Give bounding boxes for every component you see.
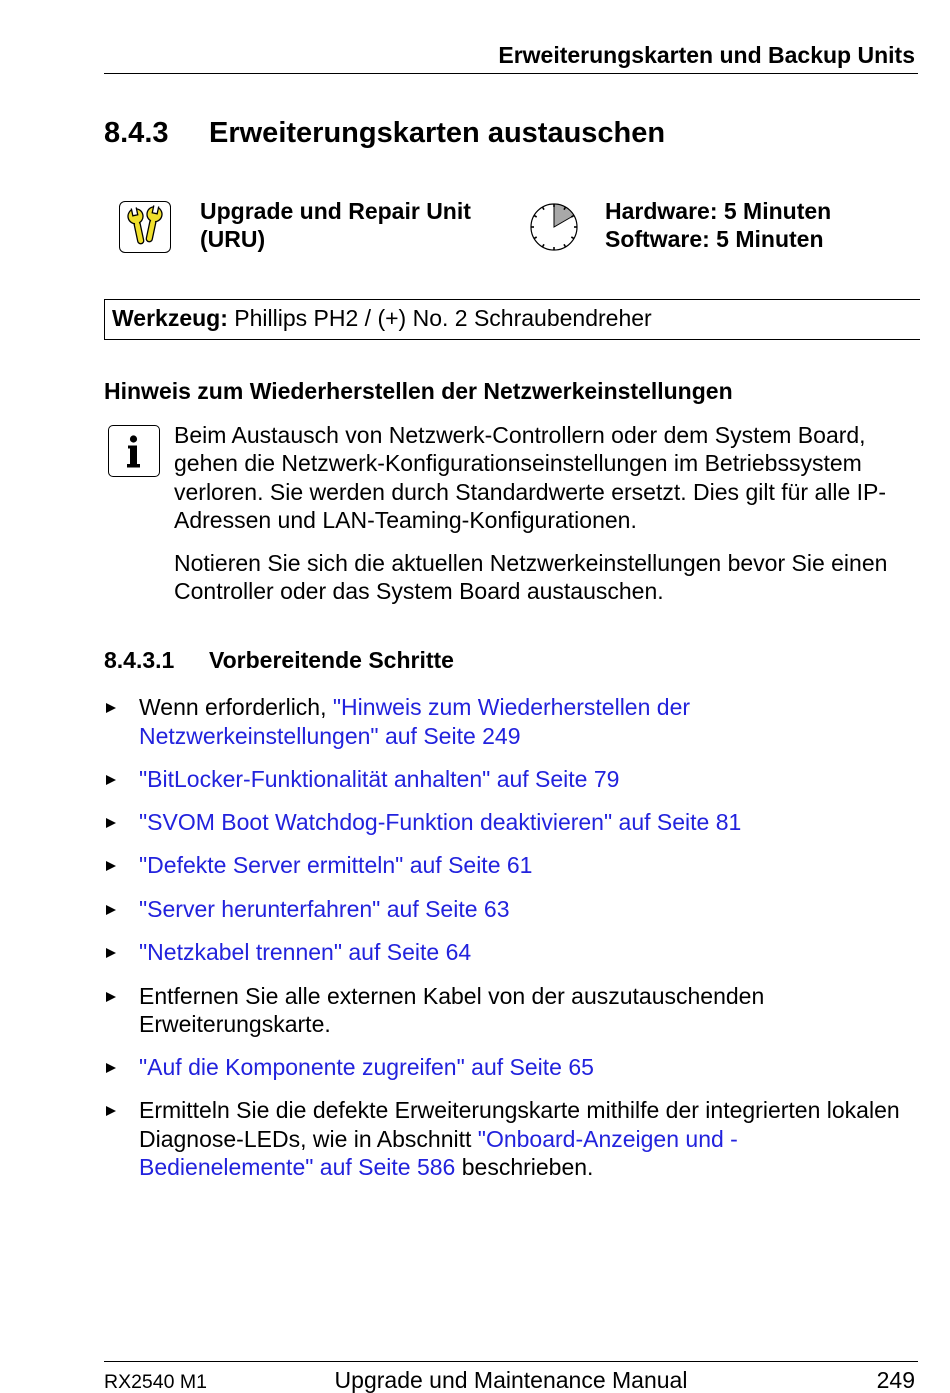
footer-rule (104, 1361, 918, 1362)
section-heading: Erweiterungskarten austauschen (209, 117, 666, 149)
note-line: Beim Austausch von Netzwerk-Controllern oder dem System Board, (174, 422, 866, 448)
step-line (139, 1010, 331, 1038)
step-line (139, 722, 521, 750)
cross-reference-link[interactable]: "Server herunterfahren" auf Seite 63 (139, 896, 510, 922)
triangle-bullet-icon (106, 948, 116, 958)
cross-reference-link[interactable]: "Onboard-Anzeigen und - (477, 1126, 738, 1152)
cross-reference-link[interactable]: "BitLocker-Funktionalität anhalten" auf Seite 79 (139, 766, 620, 792)
footer-manual-title: Upgrade und Maintenance Manual (334, 1367, 688, 1393)
note-line: Notieren Sie sich die aktuellen Netzwerkeinstellungen bevor Sie einen (174, 550, 888, 576)
step-text: beschrieben. (455, 1154, 594, 1180)
note-line: gehen die Netzwerk-Konfigurationseinstellungen im Betriebssystem (174, 450, 862, 476)
step-line (139, 1096, 900, 1124)
triangle-bullet-icon (106, 905, 116, 915)
step-text: Entfernen Sie alle externen Kabel von der auszutauschenden (139, 983, 765, 1009)
unit-type-label: Upgrade und Repair Unit (200, 198, 471, 224)
subsection-number: 8.4.3.1 (104, 647, 175, 673)
step-line (139, 808, 741, 836)
cross-reference-link[interactable]: "Hinweis zum Wiederherstellen der (332, 694, 691, 720)
hardware-duration: Hardware: 5 Minuten (605, 198, 832, 224)
footer-model: RX2540 M1 (104, 1371, 207, 1393)
step-line (139, 938, 471, 966)
cross-reference-link[interactable]: Netzwerkeinstellungen" auf Seite 249 (139, 723, 521, 749)
unit-type-abbreviation: (URU) (200, 226, 266, 252)
cross-reference-link[interactable]: "Netzkabel trennen" auf Seite 64 (139, 939, 472, 965)
header-rule (104, 73, 918, 74)
note-heading: Hinweis zum Wiederherstellen der Netzwerkeinstellungen (104, 378, 733, 404)
triangle-bullet-icon (106, 992, 116, 1002)
cross-reference-link[interactable]: "Defekte Server ermitteln" auf Seite 61 (139, 852, 533, 878)
info-icon (108, 425, 160, 477)
section-number: 8.4.3 (104, 117, 169, 149)
step-line (139, 1053, 594, 1081)
step-line (139, 895, 510, 923)
page-number: 249 (876, 1367, 915, 1393)
triangle-bullet-icon (106, 703, 116, 713)
step-text: Ermitteln Sie die defekte Erweiterungskarte mithilfe der integrierten lokalen (139, 1097, 900, 1123)
triangle-bullet-icon (106, 1063, 116, 1073)
cross-reference-link[interactable]: Bedienelemente" auf Seite 586 (139, 1154, 456, 1180)
note-line: verloren. Sie werden durch Standardwerte ersetzt. Dies gilt für alle IP- (174, 479, 887, 505)
triangle-bullet-icon (106, 861, 116, 871)
wrench-pair-icon (119, 201, 171, 253)
step-text: Erweiterungskarte. (139, 1011, 331, 1037)
tool-value: Phillips PH2 / (+) No. 2 Schraubendreher (234, 305, 652, 331)
step-text: Diagnose-LEDs, wie in Abschnitt (139, 1126, 478, 1152)
step-line (139, 851, 532, 879)
step-line (139, 693, 690, 721)
step-line (139, 1153, 593, 1181)
note-line: Adressen und LAN-Teaming-Konfigurationen. (174, 507, 637, 533)
software-duration: Software: 5 Minuten (605, 226, 824, 252)
triangle-bullet-icon (106, 818, 116, 828)
clock-icon (528, 201, 580, 253)
step-line (139, 1125, 738, 1153)
triangle-bullet-icon (106, 1106, 116, 1116)
cross-reference-link[interactable]: "Auf die Komponente zugreifen" auf Seite 65 (139, 1054, 594, 1080)
step-text: Wenn erforderlich, (139, 694, 333, 720)
step-line (139, 765, 619, 793)
step-line (139, 982, 764, 1010)
subsection-heading: Vorbereitende Schritte (209, 647, 454, 673)
tool-line (112, 304, 652, 332)
tool-label: Werkzeug: (112, 305, 228, 331)
note-line: Controller oder das System Board austauschen. (174, 578, 664, 604)
running-header: Erweiterungskarten und Backup Units (498, 42, 915, 68)
cross-reference-link[interactable]: "SVOM Boot Watchdog-Funktion deaktivieren" auf Seite 81 (139, 809, 742, 835)
triangle-bullet-icon (106, 775, 116, 785)
